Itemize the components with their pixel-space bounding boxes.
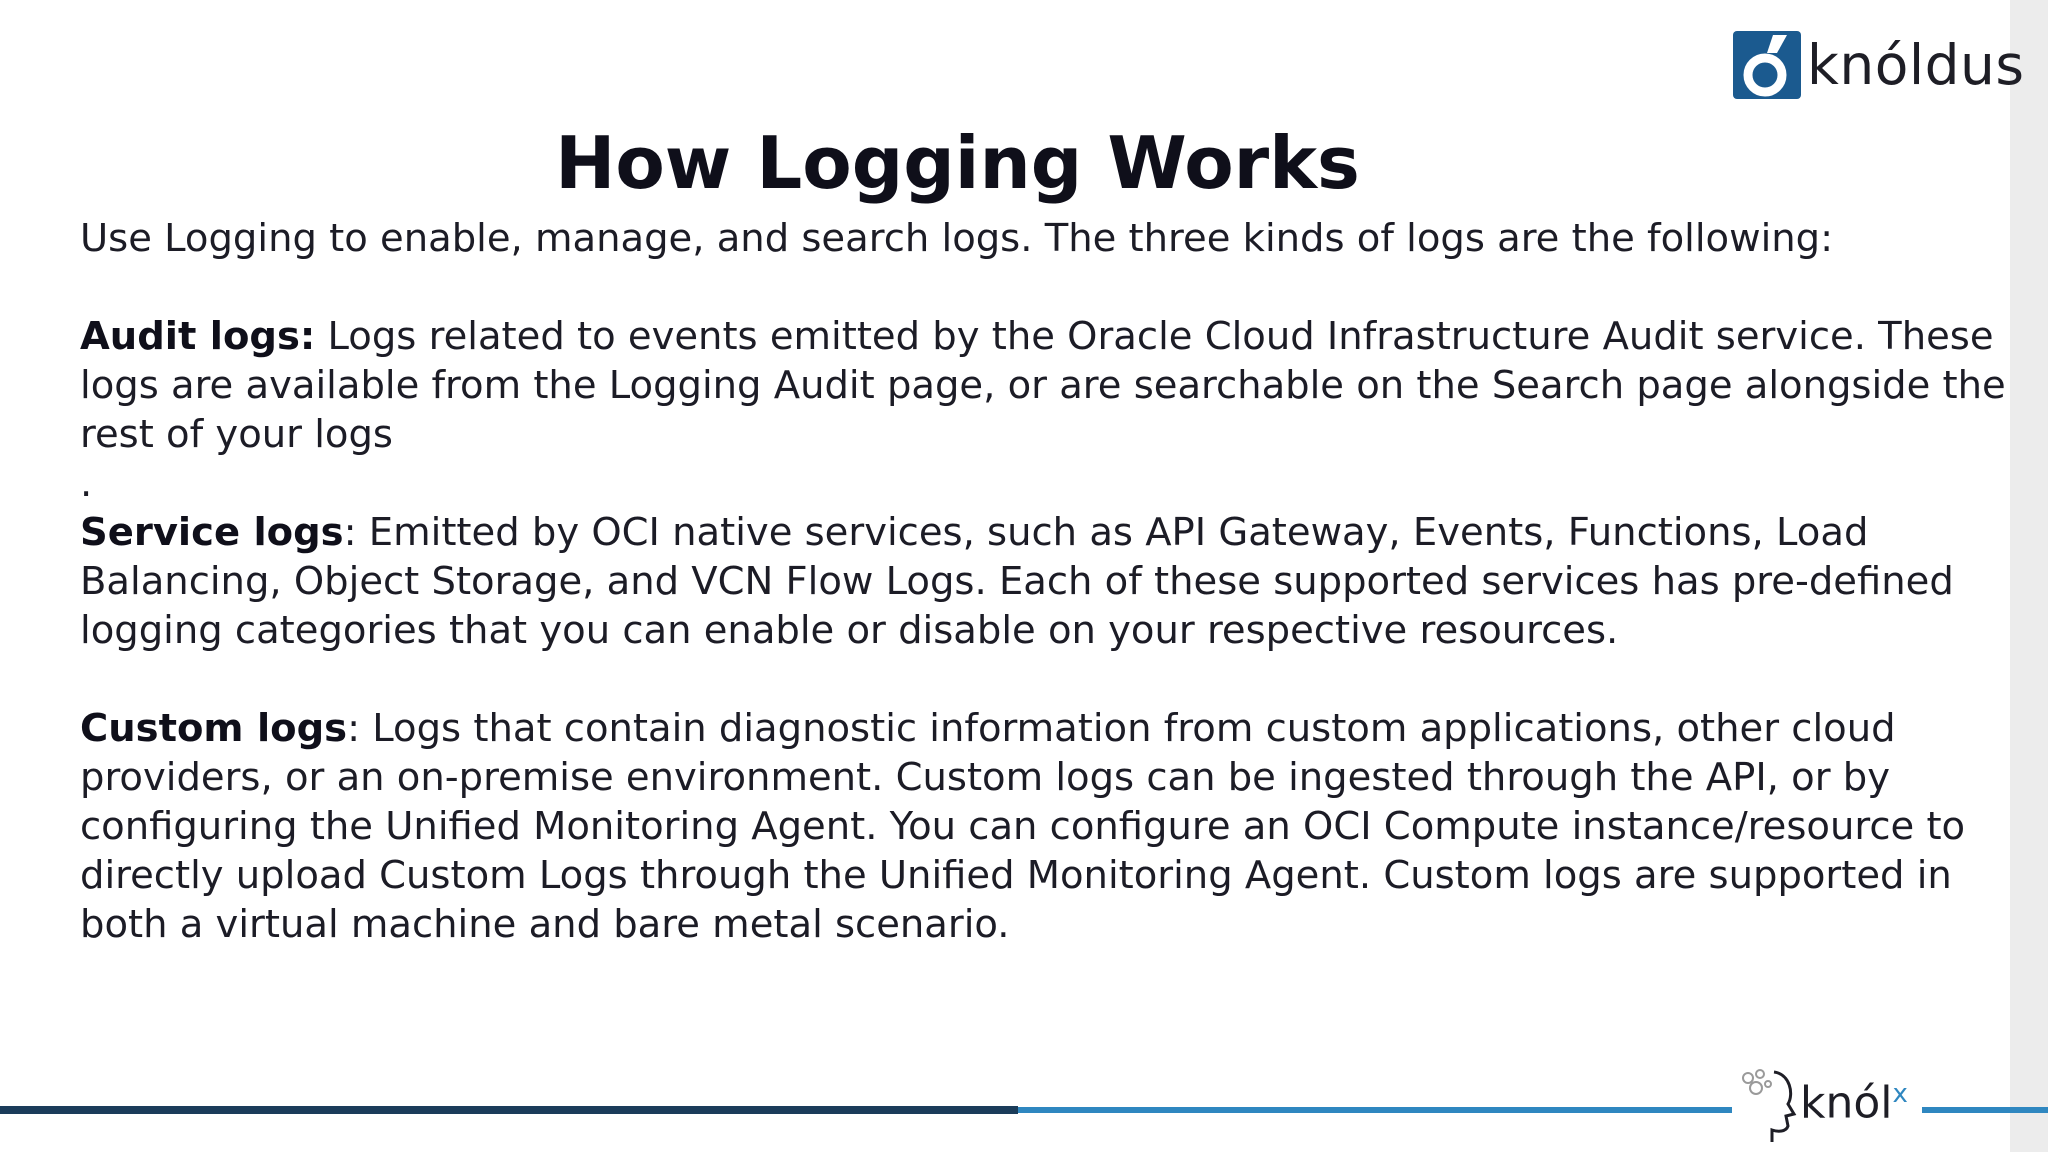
intro-paragraph: Use Logging to enable, manage, and search logs. The three kinds of logs are the following: bbox=[80, 216, 1834, 261]
custom-logs-text: : Logs that contain diagnostic information from custom applications, other cloud providers, or an on-premise environment. Custom logs can be ingested through the API, or by configuring the Unified Monitoring Agent. You can configure an OCI Compute instance/resource to directly upload Custom Logs through the Unified Monitoring Agent. Custom logs are supported in both a virtual machine and bare metal scenario. bbox=[80, 706, 1966, 947]
service-logs-label: Service logs bbox=[80, 510, 344, 555]
service-logs-text: : Emitted by OCI native services, such as API Gateway, Events, Functions, Load Balancing, Object Storage, and VCN Flow Logs. Each of these supported services has pre-defined logging categories that you can enable or disable on your respective resources. bbox=[80, 510, 1954, 653]
knolx-logo bbox=[1732, 1055, 1922, 1152]
custom-logs-label: Custom logs bbox=[80, 706, 348, 751]
spacer bbox=[80, 263, 2040, 312]
audit-trailing-period: . bbox=[80, 461, 93, 506]
knolx-logo-word: knól bbox=[1800, 1077, 1893, 1129]
footer-bar-light bbox=[1018, 1107, 1732, 1113]
head-gears-icon bbox=[1738, 1064, 1798, 1144]
audit-logs-paragraph bbox=[80, 312, 2040, 459]
slide-title: How Logging Works bbox=[555, 121, 1360, 205]
knoldus-logo-text: knóldus bbox=[1807, 32, 2025, 97]
knoldus-mark-icon bbox=[1733, 31, 1801, 99]
footer-bar-dark bbox=[0, 1106, 1018, 1114]
knoldus-logo bbox=[1733, 30, 2025, 100]
audit-logs-label: Audit logs: bbox=[80, 314, 316, 359]
spacer bbox=[80, 655, 2040, 704]
footer-bar-light-end bbox=[1922, 1107, 2048, 1113]
service-logs-paragraph bbox=[80, 508, 2040, 655]
knolx-logo-sup: x bbox=[1892, 1079, 1908, 1110]
knolx-logo-text bbox=[1800, 1077, 1908, 1129]
slide-body bbox=[80, 214, 2040, 949]
custom-logs-paragraph bbox=[80, 704, 2040, 949]
audit-logs-text: Logs related to events emitted by the Oracle Cloud Infrastructure Audit service. These logs are available from the Logging Audit page, or are searchable on the Search page alongside the rest of your logs bbox=[80, 314, 2006, 457]
